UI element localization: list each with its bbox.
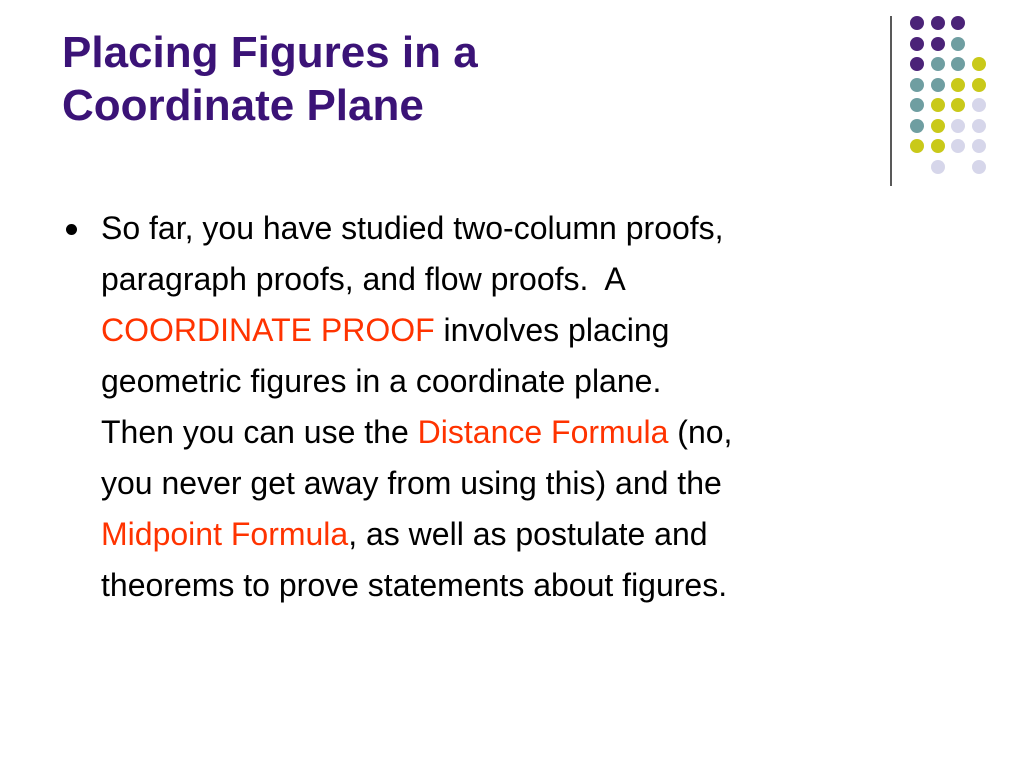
body-line bbox=[101, 458, 942, 509]
body-line bbox=[101, 305, 942, 356]
decorative-dot bbox=[972, 160, 986, 174]
highlighted-term: Midpoint Formula bbox=[101, 516, 349, 552]
decorative-dot bbox=[972, 119, 986, 133]
decorative-dot bbox=[910, 37, 924, 51]
body-text-run: Then you can use the bbox=[101, 414, 418, 450]
decorative-dot bbox=[910, 78, 924, 92]
bullet-list bbox=[62, 203, 942, 611]
highlighted-term: Distance Formula bbox=[417, 414, 669, 450]
body-text-run: you never get away from using this) and the bbox=[101, 465, 722, 501]
decorative-dot bbox=[951, 98, 965, 112]
body-line bbox=[101, 509, 942, 560]
decorative-dot bbox=[951, 57, 965, 71]
decorative-dot bbox=[931, 139, 945, 153]
body-text-run: paragraph proofs, and flow proofs. A bbox=[101, 261, 626, 297]
body-line bbox=[101, 560, 942, 611]
decorative-dot bbox=[931, 37, 945, 51]
body-text-run: So far, you have studied two-column proofs, bbox=[101, 210, 724, 246]
decorative-dot bbox=[931, 119, 945, 133]
body-text-run: theorems to prove statements about figures. bbox=[101, 567, 728, 603]
decorative-dot bbox=[972, 98, 986, 112]
decorative-dot bbox=[951, 37, 965, 51]
decorative-dot bbox=[910, 57, 924, 71]
slide-title-line-2: Coordinate Plane bbox=[62, 81, 424, 130]
decorative-dot bbox=[910, 98, 924, 112]
decorative-dot bbox=[931, 16, 945, 30]
decorative-dot bbox=[910, 16, 924, 30]
body-text-run: (no, bbox=[668, 414, 733, 450]
decorative-dot-grid bbox=[0, 0, 1024, 200]
decorative-dot bbox=[910, 139, 924, 153]
decorative-dot bbox=[931, 57, 945, 71]
decorative-dot bbox=[931, 98, 945, 112]
bullet-item bbox=[62, 203, 942, 611]
slide-title-line-1: Placing Figures in a bbox=[62, 28, 478, 77]
decorative-dot bbox=[931, 160, 945, 174]
highlighted-term: COORDINATE PROOF bbox=[101, 312, 435, 348]
body-text-run: geometric figures in a coordinate plane. bbox=[101, 363, 662, 399]
decorative-dot bbox=[972, 78, 986, 92]
decorative-dot bbox=[951, 139, 965, 153]
decorative-dot bbox=[910, 119, 924, 133]
body-text-run: , as well as postulate and bbox=[348, 516, 708, 552]
decorative-dot bbox=[972, 139, 986, 153]
body-line bbox=[101, 254, 942, 305]
bullet-text bbox=[101, 203, 942, 611]
decorative-dot bbox=[951, 78, 965, 92]
decorative-dot bbox=[951, 16, 965, 30]
body-text-run: involves placing bbox=[434, 312, 670, 348]
body-line bbox=[101, 356, 942, 407]
bullet-icon bbox=[66, 224, 77, 235]
decorative-dot bbox=[931, 78, 945, 92]
decorative-dot bbox=[951, 119, 965, 133]
body-line bbox=[101, 203, 942, 254]
decorative-dot bbox=[972, 57, 986, 71]
body-line bbox=[101, 407, 942, 458]
